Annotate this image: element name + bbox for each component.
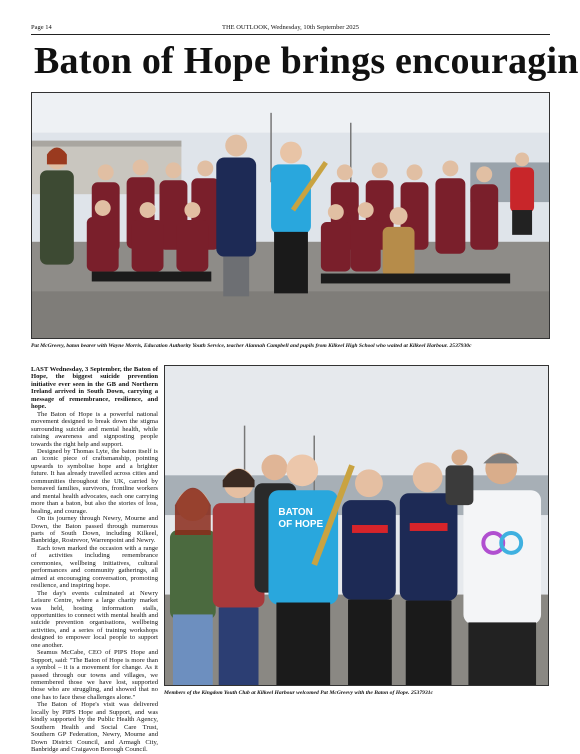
group-photo-icon [165,366,548,685]
article-paragraph: On its journey through Newry, Mourne and Down, the Baton passed through numerous parts of South Down, including Kilkeel, Banbridge, Rostrevor, Warrenpoint and Newry. [31,515,158,545]
svg-text:OF HOPE: OF HOPE [278,518,324,530]
group-photo-icon [32,93,549,338]
article-paragraph: The Baton of Hope is a powerful national movement designed to break down the stigma surrounding suicide and mental health, while raising awareness and signposting people towards the right help and support. [31,410,158,448]
newspaper-dateline: THE OUTLOOK, Wednesday, 10th September 2025 [221,24,360,31]
article-body [31,366,158,754]
photo-caption-youth-club: Members of the Kingdom Youth Club at Kilkeel Harbour welcomed Pat McGreevy with the Baton of Hope. 2537931c [164,690,434,696]
page-number: Page 14 [31,24,52,31]
page-folio [31,24,550,34]
article-headline: Baton of Hope brings encouragin [34,40,579,82]
group-photo-youth-club [164,365,549,686]
article-paragraph: Designed by Thomas Lyte, the baton itself is an iconic piece of craftsmanship, pointing upwards to symbolise hope and a brighter future. It has already travelled across cities and communities throughout the UK, carried by bereaved families, survivors, frontline workers and mental health advocates, each one carrying more than a baton, but also the stories of loss, healing, and courage. [31,447,158,515]
article-paragraph: The day's events culminated at Newry Leisure Centre, where a large charity market was held, hosting information stalls, opportunities to connect with mental health and suicide prevention organisations, wellbeing activities, and a series of training workshops designed to empower local people to support one another. [31,589,158,649]
article-paragraph: Each town marked the occasion with a range of activities including remembrance ceremonies, wellbeing initiatives, cultural performances and community gatherings, all aimed at encouraging conversation, promoting resilience, and inspiring hope. [31,544,158,590]
article-paragraph: Seamus McCabe, CEO of PIPS Hope and Support, said: "The Baton of Hope is more than a symbol – it is a movement for change. As it passed through our towns and villages, we remembered those we have lost, supported those who are struggling, and showed that no one has to face these challenges alone." [31,649,158,701]
group-photo-pupils [31,92,550,339]
article-lead: LAST Wednesday, 3 September, the Baton of Hope, the biggest suicide prevention initiative ever seen in the GB and Northern Ireland arrived in South Down, carrying a message of remembrance, resilience, and hope. [31,366,158,411]
svg-text:BATON: BATON [278,507,313,519]
article-paragraph: The Baton of Hope's visit was delivered locally by PIPS Hope and Support, and was kindly supported by the Public Health Agency, Southern Health and Social Care Trust, Southern GP Federation, Newry, Mourne and Down District Council, and Armagh City, Banbridge and Craigavon Borough Council. [31,701,158,754]
photo-caption-pupils: Pat McGreevy, baton bearer with Wayne Morris, Education Authority Youth Service, teacher Alannah Campbell and pupils from Kilkeel High School who waited at Kilkeel Harbour. 2537930c [31,343,472,349]
header-rule [31,34,550,35]
